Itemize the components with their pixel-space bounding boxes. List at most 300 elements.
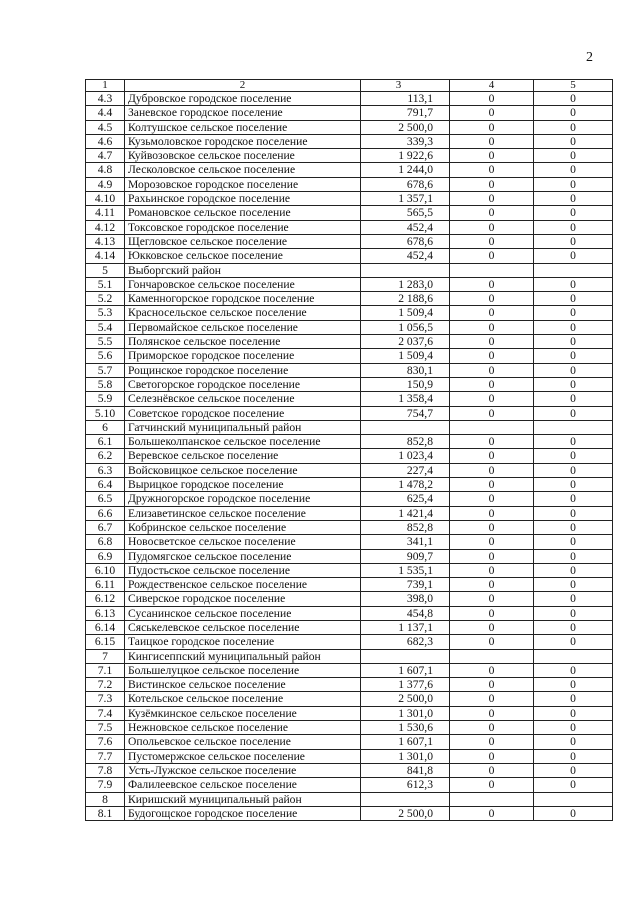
row-amount: 1 607,1 [361,663,450,677]
table-row [86,263,613,277]
row-amount: 1 509,4 [361,306,450,320]
column-header-3: 3 [361,80,450,92]
row-number: 4.13 [86,234,125,248]
row-number: 7.2 [86,678,125,692]
row-amount: 830,1 [361,363,450,377]
row-name: Усть-Лужское сельское поселение [125,763,361,777]
row-col4: 0 [450,520,534,534]
row-amount: 1 137,1 [361,620,450,634]
row-number: 8.1 [86,806,125,820]
row-col4: 0 [450,92,534,106]
allocation-table [85,79,613,821]
row-col5: 0 [534,120,613,134]
row-number: 7.1 [86,663,125,677]
row-col4: 0 [450,335,534,349]
row-number: 7.9 [86,778,125,792]
row-col5: 0 [534,177,613,191]
row-col5: 0 [534,192,613,206]
row-col4: 0 [450,506,534,520]
row-name: Кузьмоловское городское поселение [125,134,361,148]
table-row [86,363,613,377]
row-col5: 0 [534,377,613,391]
row-col4: 0 [450,749,534,763]
row-number: 4.10 [86,192,125,206]
row-amount: 2 500,0 [361,692,450,706]
row-amount: 452,4 [361,220,450,234]
row-number: 4.11 [86,206,125,220]
table-row [86,406,613,420]
row-col4: 0 [450,149,534,163]
row-col5: 0 [534,749,613,763]
row-amount: 150,9 [361,377,450,391]
row-col4: 0 [450,377,534,391]
row-number: 5.3 [86,306,125,320]
row-col5: 0 [534,520,613,534]
row-amount: 1 056,5 [361,320,450,334]
row-col4: 0 [450,806,534,820]
row-name: Полянское сельское поселение [125,335,361,349]
row-col4: 0 [450,535,534,549]
table-row [86,735,613,749]
row-col4: 0 [450,635,534,649]
table-row [86,192,613,206]
row-col5: 0 [534,692,613,706]
row-col5: 0 [534,163,613,177]
row-name: Щегловское сельское поселение [125,234,361,248]
row-number: 6.6 [86,506,125,520]
table-row [86,392,613,406]
table-row [86,692,613,706]
row-number: 6.5 [86,492,125,506]
row-name: Дружногорское городское поселение [125,492,361,506]
row-amount: 1 301,0 [361,749,450,763]
row-col5: 0 [534,478,613,492]
row-col4: 0 [450,406,534,420]
row-col4: 0 [450,234,534,248]
row-amount: 2 500,0 [361,120,450,134]
row-col4: 0 [450,306,534,320]
row-name: Советское городское поселение [125,406,361,420]
row-amount: 452,4 [361,249,450,263]
row-amount: 1 478,2 [361,478,450,492]
row-name: Светогорское городское поселение [125,377,361,391]
row-col5: 0 [534,320,613,334]
row-name: Гатчинский муниципальный район [125,420,361,434]
row-amount: 1 244,0 [361,163,450,177]
row-number: 7.7 [86,749,125,763]
row-number: 6.3 [86,463,125,477]
row-amount: 339,3 [361,134,450,148]
table-row [86,177,613,191]
row-name: Селезнёвское сельское поселение [125,392,361,406]
row-col4: 0 [450,349,534,363]
row-name: Большелуцкое сельское поселение [125,663,361,677]
row-col4: 0 [450,706,534,720]
row-col4: 0 [450,478,534,492]
row-col4: 0 [450,192,534,206]
row-amount: 1 922,6 [361,149,450,163]
row-name: Юкковское сельское поселение [125,249,361,263]
row-name: Гончаровское сельское поселение [125,277,361,291]
table-body [86,92,613,821]
row-number: 4.3 [86,92,125,106]
row-col4: 0 [450,778,534,792]
row-col4: 0 [450,692,534,706]
row-amount: 1 607,1 [361,735,450,749]
row-name: Колтушское сельское поселение [125,120,361,134]
table-row [86,520,613,534]
row-col5: 0 [534,535,613,549]
row-name: Вырицкое городское поселение [125,478,361,492]
table-row [86,506,613,520]
row-name: Вистинское сельское поселение [125,678,361,692]
row-col5: 0 [534,106,613,120]
row-name: Романовское сельское поселение [125,206,361,220]
row-amount: 852,8 [361,435,450,449]
row-col5: 0 [534,506,613,520]
row-name: Лесколовское сельское поселение [125,163,361,177]
row-number: 5.2 [86,292,125,306]
row-amount: 2 037,6 [361,335,450,349]
row-col4: 0 [450,163,534,177]
row-amount: 612,3 [361,778,450,792]
row-amount: 791,7 [361,106,450,120]
column-header-2: 2 [125,80,361,92]
row-name: Веревское сельское поселение [125,449,361,463]
row-number: 6.13 [86,606,125,620]
row-number: 6.4 [86,478,125,492]
row-name: Рождественское сельское поселение [125,578,361,592]
row-amount: 341,1 [361,535,450,549]
row-number: 6.11 [86,578,125,592]
row-number: 5.1 [86,277,125,291]
table-row [86,635,613,649]
row-amount: 398,0 [361,592,450,606]
row-amount: 1 023,4 [361,449,450,463]
table-row [86,220,613,234]
row-col5: 0 [534,678,613,692]
row-number: 6.1 [86,435,125,449]
table-row [86,277,613,291]
row-col5: 0 [534,606,613,620]
row-col4: 0 [450,177,534,191]
row-col5: 0 [534,292,613,306]
row-name: Первомайское сельское поселение [125,320,361,334]
row-number: 4.12 [86,220,125,234]
row-number: 6 [86,420,125,434]
row-col4 [450,263,534,277]
row-col5: 0 [534,763,613,777]
table-row [86,134,613,148]
row-col4: 0 [450,606,534,620]
row-number: 4.9 [86,177,125,191]
row-number: 5.8 [86,377,125,391]
row-col4: 0 [450,663,534,677]
row-col5: 0 [534,206,613,220]
row-amount: 1 357,1 [361,192,450,206]
table-row [86,649,613,663]
row-name: Опольевское сельское поселение [125,735,361,749]
row-col5: 0 [534,706,613,720]
row-amount: 678,6 [361,177,450,191]
row-name: Заневское городское поселение [125,106,361,120]
table-row [86,492,613,506]
row-amount: 909,7 [361,549,450,563]
row-col5: 0 [534,492,613,506]
row-col4: 0 [450,721,534,735]
row-amount [361,263,450,277]
row-col5: 0 [534,721,613,735]
row-number: 5.4 [86,320,125,334]
row-col4: 0 [450,620,534,634]
row-col5: 0 [534,220,613,234]
table-row [86,349,613,363]
table-row [86,563,613,577]
row-col4: 0 [450,735,534,749]
row-col5: 0 [534,234,613,248]
table-row [86,806,613,820]
row-amount: 1 421,4 [361,506,450,520]
column-header-5: 5 [534,80,613,92]
row-name: Котельское сельское поселение [125,692,361,706]
row-name: Киришский муниципальный район [125,792,361,806]
row-amount [361,420,450,434]
row-number: 6.2 [86,449,125,463]
row-amount: 1 509,4 [361,349,450,363]
row-number: 6.12 [86,592,125,606]
table-row [86,206,613,220]
row-number: 6.7 [86,520,125,534]
row-name: Пустомержское сельское поселение [125,749,361,763]
row-col5 [534,649,613,663]
row-col5: 0 [534,735,613,749]
table-row [86,620,613,634]
row-name: Нежновское сельское поселение [125,721,361,735]
row-col5 [534,263,613,277]
row-col5: 0 [534,592,613,606]
table-row [86,420,613,434]
table-row [86,149,613,163]
table-row [86,234,613,248]
table-row [86,678,613,692]
row-name: Войсковицкое сельское поселение [125,463,361,477]
row-number: 5.10 [86,406,125,420]
table-row [86,249,613,263]
row-number: 5.9 [86,392,125,406]
row-amount: 113,1 [361,92,450,106]
table-row [86,106,613,120]
row-col5: 0 [534,578,613,592]
page-number: 2 [586,50,593,65]
row-name: Кингисеппский муниципальный район [125,649,361,663]
table-row [86,549,613,563]
row-name: Рахьинское городское поселение [125,192,361,206]
row-amount [361,649,450,663]
table-row [86,306,613,320]
row-col5: 0 [534,435,613,449]
row-col4: 0 [450,292,534,306]
row-col5: 0 [534,549,613,563]
row-name: Токсовское городское поселение [125,220,361,234]
row-col5: 0 [534,406,613,420]
row-name: Елизаветинское сельское поселение [125,506,361,520]
row-name: Пудомягское сельское поселение [125,549,361,563]
row-number: 6.9 [86,549,125,563]
table-row [86,435,613,449]
row-col5: 0 [534,620,613,634]
row-name: Кузёмкинское сельское поселение [125,706,361,720]
row-col5: 0 [534,635,613,649]
row-col5: 0 [534,277,613,291]
row-name: Фалилеевское сельское поселение [125,778,361,792]
row-col4: 0 [450,206,534,220]
row-name: Будогощское городское поселение [125,806,361,820]
row-name: Рощинское городское поселение [125,363,361,377]
row-col5: 0 [534,778,613,792]
row-col5: 0 [534,149,613,163]
row-col5: 0 [534,463,613,477]
row-number: 6.14 [86,620,125,634]
row-col5 [534,420,613,434]
row-number: 6.10 [86,563,125,577]
table-row [86,535,613,549]
table-row [86,92,613,106]
row-amount: 841,8 [361,763,450,777]
row-amount: 1 377,6 [361,678,450,692]
row-number: 7.3 [86,692,125,706]
row-name: Новосветское сельское поселение [125,535,361,549]
row-name: Морозовское городское поселение [125,177,361,191]
row-number: 5.6 [86,349,125,363]
row-amount: 852,8 [361,520,450,534]
table-row [86,292,613,306]
row-name: Кобринское сельское поселение [125,520,361,534]
row-amount: 1 530,6 [361,721,450,735]
row-number: 5 [86,263,125,277]
table-row [86,721,613,735]
row-name: Таицкое городское поселение [125,635,361,649]
table-row [86,335,613,349]
column-header-1: 1 [86,80,125,92]
row-col4: 0 [450,763,534,777]
row-number: 5.5 [86,335,125,349]
row-name: Сиверское городское поселение [125,592,361,606]
row-number: 4.4 [86,106,125,120]
row-col5: 0 [534,134,613,148]
row-col5: 0 [534,306,613,320]
row-name: Каменногорское городское поселение [125,292,361,306]
row-number: 7.8 [86,763,125,777]
row-number: 7.5 [86,721,125,735]
table-row [86,763,613,777]
row-amount: 678,6 [361,234,450,248]
row-number: 4.6 [86,134,125,148]
row-name: Сусанинское сельское поселение [125,606,361,620]
table-header-row [86,80,613,92]
table-row [86,792,613,806]
row-col5: 0 [534,392,613,406]
row-col4: 0 [450,435,534,449]
row-name: Большеколпанское сельское поселение [125,435,361,449]
table-row [86,478,613,492]
row-col4: 0 [450,492,534,506]
row-col4 [450,649,534,663]
row-name: Дубровское городское поселение [125,92,361,106]
table-row [86,320,613,334]
row-col4: 0 [450,449,534,463]
row-amount: 754,7 [361,406,450,420]
row-amount: 1 301,0 [361,706,450,720]
row-col5 [534,792,613,806]
row-col4: 0 [450,120,534,134]
table-row [86,706,613,720]
row-name: Куйвозовское сельское поселение [125,149,361,163]
row-col5: 0 [534,92,613,106]
row-col5: 0 [534,663,613,677]
row-amount: 227,4 [361,463,450,477]
row-col4: 0 [450,563,534,577]
row-col4: 0 [450,592,534,606]
row-amount: 1 358,4 [361,392,450,406]
row-amount [361,792,450,806]
row-name: Приморское городское поселение [125,349,361,363]
row-col4: 0 [450,320,534,334]
row-col4: 0 [450,134,534,148]
row-col4: 0 [450,678,534,692]
row-number: 8 [86,792,125,806]
row-name: Красносельское сельское поселение [125,306,361,320]
table-row [86,449,613,463]
column-header-4: 4 [450,80,534,92]
row-col4: 0 [450,220,534,234]
table-row [86,592,613,606]
row-col4: 0 [450,249,534,263]
row-amount: 1 535,1 [361,563,450,577]
row-amount: 2 500,0 [361,806,450,820]
row-name: Выборгский район [125,263,361,277]
row-col5: 0 [534,363,613,377]
table-row [86,377,613,391]
table-row [86,663,613,677]
row-col5: 0 [534,806,613,820]
table-row [86,120,613,134]
row-col4: 0 [450,578,534,592]
row-number: 7.4 [86,706,125,720]
table-row [86,463,613,477]
row-col4: 0 [450,392,534,406]
row-amount: 682,3 [361,635,450,649]
row-name: Пудостьское сельское поселение [125,563,361,577]
row-amount: 739,1 [361,578,450,592]
row-name: Сяськелевское сельское поселение [125,620,361,634]
row-number: 4.8 [86,163,125,177]
row-number: 7.6 [86,735,125,749]
row-col5: 0 [534,335,613,349]
row-col5: 0 [534,249,613,263]
row-amount: 454,8 [361,606,450,620]
row-amount: 625,4 [361,492,450,506]
table-row [86,606,613,620]
row-number: 4.14 [86,249,125,263]
row-number: 4.7 [86,149,125,163]
row-number: 7 [86,649,125,663]
row-col5: 0 [534,563,613,577]
row-col4 [450,420,534,434]
row-number: 4.5 [86,120,125,134]
row-col4: 0 [450,549,534,563]
row-amount: 565,5 [361,206,450,220]
row-amount: 1 283,0 [361,277,450,291]
